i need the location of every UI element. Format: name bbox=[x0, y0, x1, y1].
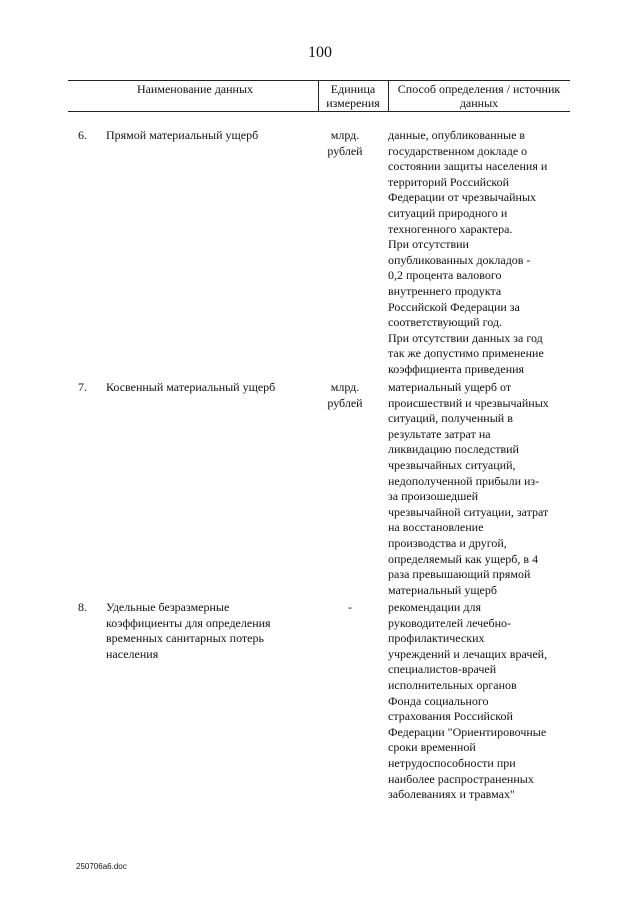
row-unit: млрд. рублей bbox=[327, 380, 363, 410]
header-unit: Единица измерения bbox=[326, 82, 380, 110]
page-number: 100 bbox=[308, 44, 332, 61]
row-number: 6. bbox=[78, 128, 87, 142]
row-number: 8. bbox=[78, 600, 87, 614]
table-top-rule bbox=[68, 80, 570, 81]
column-separator bbox=[388, 80, 389, 111]
table-header-rule bbox=[68, 111, 570, 112]
row-name: Удельные безразмерные коэффициенты для определения временных санитарных потерь населения bbox=[106, 600, 271, 661]
row-method: данные, опубликованные в государственном докладе о состоянии защиты населения и территорий Российской Федерации от чрезвычайных ситуаций природного и техногенного характера. При отсутствии опубликованных докладов - 0,2 процента валового внутреннего продукта Российской Федерации за соответствующий год. При отсутствии данных за год так же допустимо применение коэффициента приведения bbox=[388, 128, 548, 376]
header-name: Наименование данных bbox=[136, 82, 254, 96]
row-method: рекомендации для руководителей лечебно- профилактических учреждений и лечащих врачей, специалистов-врачей исполнительных органов Фонда социального страхования Российской Федерации "Ориентировочные сроки временной нетрудоспособности при наиболее распространенных заболеваниях и травмах" bbox=[388, 600, 548, 802]
row-method: материальный ущерб от происшествий и чрезвычайных ситуаций, полученный в результате затрат на ликвидацию последствий чрезвычайных ситуаций, недополученной прибыли из- за произошедшей чрезвычайной ситуации, затрат на восстановление производства и другой, определяемый как ущерб, в 4 раза превышающий прямой материальный ущерб bbox=[388, 380, 549, 597]
header-method: Способ определения / источник данных bbox=[397, 82, 561, 110]
row-unit: - bbox=[348, 600, 352, 614]
row-name: Косвенный материальный ущерб bbox=[106, 380, 276, 394]
row-unit: млрд. рублей bbox=[327, 128, 363, 158]
document-filename: 250706a6.doc bbox=[76, 862, 127, 871]
row-name: Прямой материальный ущерб bbox=[106, 128, 259, 142]
row-number: 7. bbox=[78, 380, 87, 394]
